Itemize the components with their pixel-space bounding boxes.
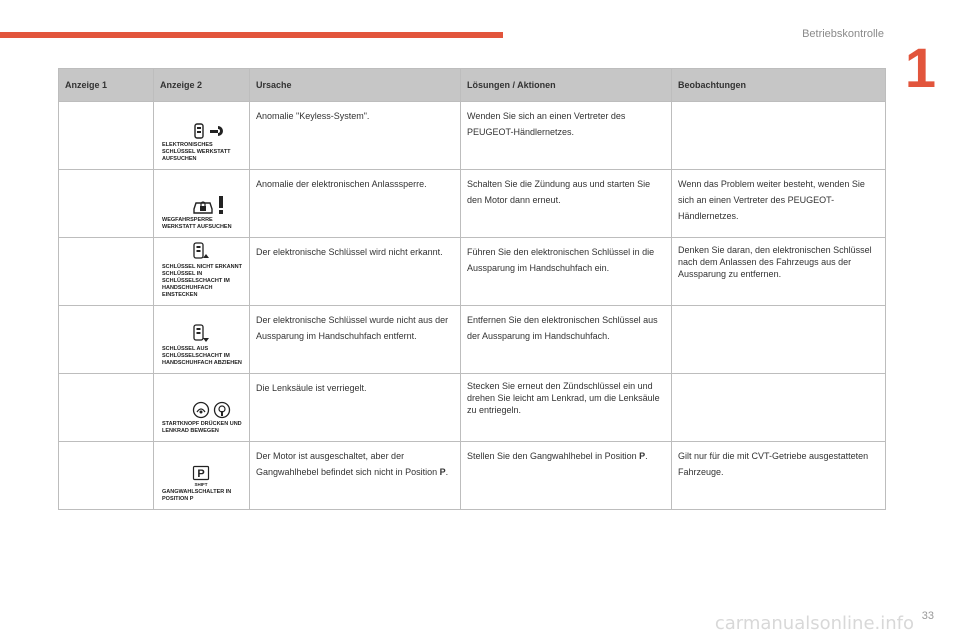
indicator-label: WEGFAHRSPERRE WERKSTATT AUFSUCHEN — [162, 217, 232, 230]
indicator-1-cell — [59, 374, 154, 442]
solution-bold: P — [639, 451, 646, 461]
column-header-anzeige-1: Anzeige 1 — [59, 69, 154, 102]
column-header-ursache: Ursache — [250, 69, 461, 102]
page-number: 33 — [921, 610, 934, 622]
cause-cell: Anomalie "Keyless-System". — [250, 102, 461, 170]
gear-shift-label: SHIFT — [194, 482, 208, 487]
solution-cell: Wenden Sie sich an einen Vertreter des PEUGEOT-Händlernetzes. — [461, 102, 672, 170]
indicator-label: ELEKTRONISCHES SCHLÜSSEL WERKSTATT AUFSUCHEN — [162, 142, 231, 162]
solution-cell: Führen Sie den elektronischen Schlüssel in die Aussparung im Handschuhfach ein. — [461, 238, 672, 306]
observation-cell: Denken Sie daran, den elektronischen Schlüssel nach dem Anlassen des Fahrzeugs aus der Aussparung zu entfernen. — [672, 238, 886, 306]
table-row — [59, 102, 886, 170]
header-accent-bar — [0, 32, 503, 38]
column-header-anzeige-2: Anzeige 2 — [154, 69, 250, 102]
indicator-label: STARTKNOPF DRÜCKEN UND LENKRAD BEWEGEN — [162, 421, 242, 434]
observation-cell: Gilt nur für die mit CVT-Getriebe ausgestatteten Fahrzeuge. — [672, 442, 886, 510]
indicator-label: GANGWAHLSCHALTER IN POSITION P — [162, 489, 232, 502]
table-row — [59, 238, 886, 306]
indicator-1-cell — [59, 102, 154, 170]
start-button-icon — [192, 401, 210, 419]
table-row — [59, 306, 886, 374]
table-row — [59, 170, 886, 238]
indicator-2-cell — [154, 306, 250, 374]
solution-cell: Entfernen Sie den elektronischen Schlüssel aus der Aussparung im Handschuhfach. — [461, 306, 672, 374]
indicator-2-cell — [154, 170, 250, 238]
table-header-row — [59, 69, 886, 102]
exclamation-icon — [217, 195, 225, 215]
wrench-icon — [209, 122, 225, 140]
car-lock-icon — [192, 197, 214, 215]
observation-cell: Wenn das Problem weiter besteht, wenden Sie sich an einen Vertreter des PEUGEOT-Händlernetzes. — [672, 170, 886, 238]
solution-text: Stellen Sie den Gangwahlhebel in Position — [467, 451, 640, 461]
cause-cell — [250, 442, 461, 510]
indicator-2-cell — [154, 374, 250, 442]
key-fob-remove-icon — [192, 324, 210, 344]
cause-cell: Die Lenksäule ist verriegelt. — [250, 374, 461, 442]
cause-bold: P — [439, 467, 446, 477]
cause-suffix: . — [445, 467, 449, 477]
solution-cell: Stecken Sie erneut den Zündschlüssel ein und drehen Sie leicht am Lenkrad, um die Lenksäule zu entriegeln. — [461, 374, 672, 442]
gear-p-icon — [192, 465, 210, 487]
indicator-2-cell — [154, 102, 250, 170]
observation-cell — [672, 102, 886, 170]
warning-table — [58, 68, 886, 510]
watermark-logo: carmanualsonline.info — [714, 613, 914, 634]
indicator-1-cell — [59, 306, 154, 374]
gear-p-label: P — [197, 468, 205, 480]
chapter-number: 1 — [904, 36, 936, 99]
cause-cell: Anomalie der elektronischen Anlasssperre. — [250, 170, 461, 238]
cause-text: Der Motor ist ausgeschaltet, aber der Gangwahlhebel befindet sich nicht in Position — [256, 451, 440, 477]
indicator-label: SCHLÜSSEL NICHT ERKANNT SCHLÜSSEL IN SCHLÜSSELSCHACHT IM HANDSCHUHFACH EINSTECKEN — [162, 264, 242, 298]
cause-cell: Der elektronische Schlüssel wurde nicht aus der Aussparung im Handschuhfach entfernt. — [250, 306, 461, 374]
column-header-beobachtungen: Beobachtungen — [672, 69, 886, 102]
solution-cell — [461, 442, 672, 510]
key-fob-insert-icon — [192, 242, 210, 262]
column-header-loesungen: Lösungen / Aktionen — [461, 69, 672, 102]
indicator-1-cell — [59, 170, 154, 238]
indicator-2-cell — [154, 442, 250, 510]
cause-cell: Der elektronische Schlüssel wird nicht erkannt. — [250, 238, 461, 306]
solution-suffix: . — [645, 451, 648, 461]
steering-wheel-icon — [213, 401, 231, 419]
section-title: Betriebskontrolle — [802, 28, 884, 40]
table-row — [59, 374, 886, 442]
indicator-1-cell — [59, 238, 154, 306]
solution-cell: Schalten Sie die Zündung aus und starten Sie den Motor dann erneut. — [461, 170, 672, 238]
indicator-2-cell — [154, 238, 250, 306]
key-fob-icon — [192, 122, 206, 140]
indicator-label: SCHLÜSSEL AUS SCHLÜSSELSCHACHT IM HANDSCHUHFACH ABZIEHEN — [162, 346, 242, 366]
indicator-1-cell — [59, 442, 154, 510]
table-row — [59, 442, 886, 510]
observation-cell — [672, 374, 886, 442]
observation-cell — [672, 306, 886, 374]
